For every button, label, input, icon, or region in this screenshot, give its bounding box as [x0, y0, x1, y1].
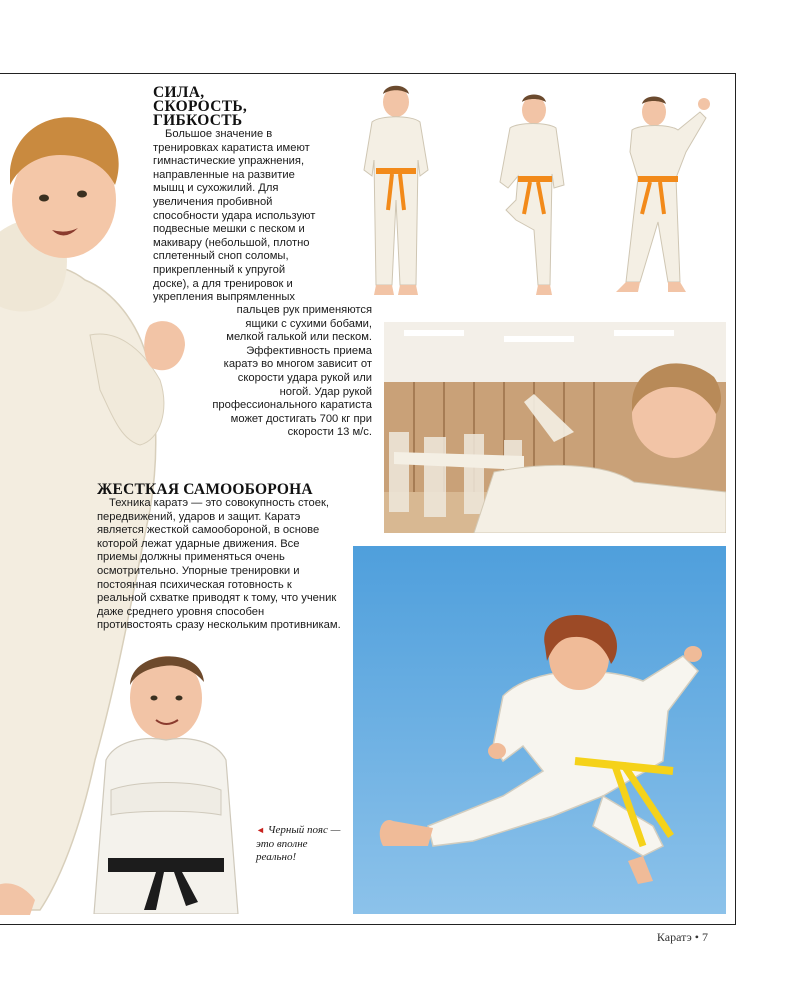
section-heading-speed	[153, 86, 247, 128]
caption-text: Черный пояс — это вполне реально!	[256, 824, 341, 863]
photo-dojo-class	[384, 322, 726, 533]
caption-arrow-icon: ◄	[256, 825, 265, 835]
paragraph-defense: Техника каратэ — это совокупность стоек, передвижений, ударов и защит. Каратэ является жесткой самообороной, в основе которой лежат ударные движения. Все приемы должны применяться очень осмотрительно. Упорные тренировки и постоянная психическая готовность к реальной схватке приводят к тому, что ученик даже среднего уровня способен противостоять сразу нескольким противникам.	[97, 497, 341, 632]
heading-line: ГИБКОСТЬ	[153, 112, 243, 129]
heading-line: СКОРОСТЬ,	[153, 98, 248, 115]
photo-caption	[256, 824, 342, 865]
photo-boy-stance-2	[486, 90, 576, 302]
photo-boy-stance-3	[610, 92, 720, 304]
photo-boy-black-belt	[86, 640, 242, 914]
heading-line: СИЛА,	[153, 84, 205, 101]
photo-flying-kick	[353, 546, 726, 914]
page-folio: Каратэ • 7	[656, 930, 708, 944]
photo-boy-stance-1	[350, 80, 442, 308]
section-heading-defense: ЖЕСТКАЯ САМООБОРОНА	[97, 481, 313, 498]
paragraph-speed-top: Большое значение в тренировках каратиста имеют гимнастические упражнения, направленные на развитие мышц и сухожилий. Для увеличения пробивной способности удара используют подвесные мешки с песком и макивару (небольшой, плотно сплетенный сноп соломы, прикрепленный к упругой доске), а для тренировок и укрепления выпрямленных	[153, 128, 316, 304]
paragraph-speed-bottom: пальцев рук применяются ящики с сухими бобами, мелкой галькой или песком. Эффективность приема каратэ во многом зависит от скорости удара рукой или ногой. Удар рукой профессионального каратиста может достигать 700 кг при скорости 13 м/с.	[212, 304, 372, 439]
